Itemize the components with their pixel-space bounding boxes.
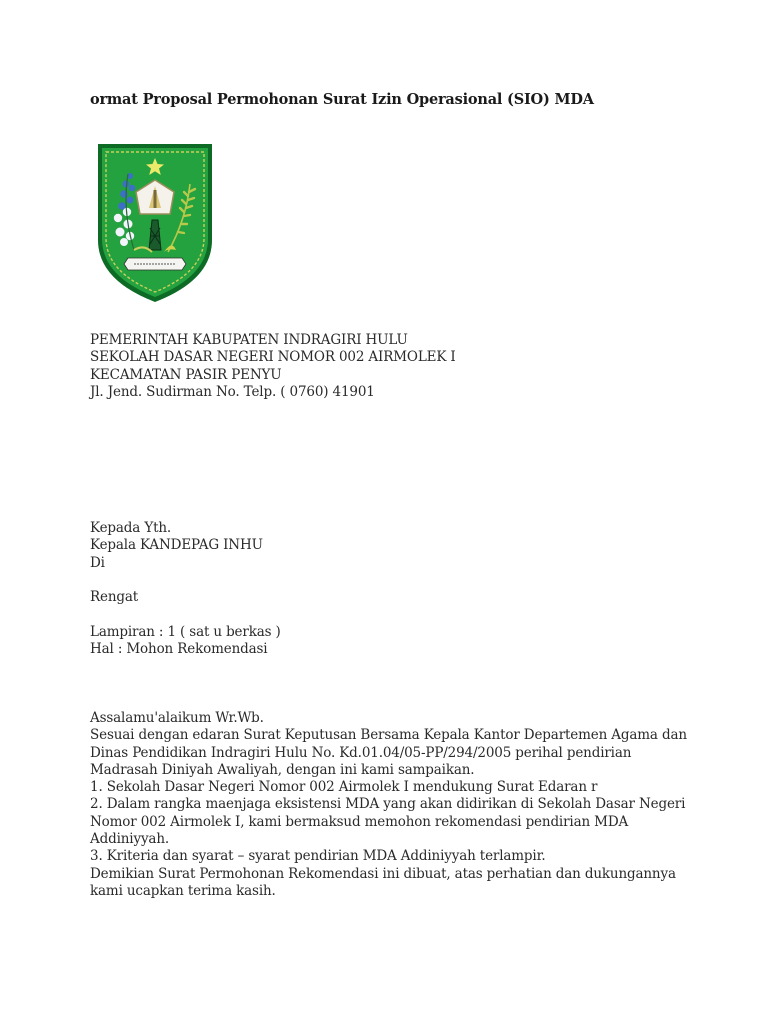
regency-emblem-logo	[94, 140, 216, 305]
attachment-line: Lampiran : 1 ( sat u berkas )	[90, 624, 281, 640]
recipient-name: Kepala KANDEPAG INHU	[90, 537, 263, 554]
body-line: Assalamu'alaikum Wr.Wb.	[90, 710, 264, 726]
subject-line: Hal : Mohon Rekomendasi	[90, 641, 268, 658]
body-line: Addiniyyah.	[90, 831, 170, 848]
body-line: 2. Dalam rangka maenjaga eksistensi MDA yang akan didirikan di Sekolah Dasar Negeri	[90, 796, 686, 813]
document-title: ormat Proposal Permohonan Surat Izin Operasional (SIO) MDA	[90, 91, 594, 108]
body-line: Demikian Surat Permohonan Rekomendasi ini dibuat, atas perhatian dan dukungannya	[90, 865, 676, 882]
shield-emblem-icon	[94, 140, 216, 305]
recipient-salutation: Kepada Yth.	[90, 520, 172, 536]
body-line: 3. Kriteria dan syarat – syarat pendirian MDA Addiniyyah terlampir.	[90, 848, 546, 865]
body-line: Sesuai dengan edaran Surat Keputusan Bersama Kepala Kantor Departemen Agama dan	[90, 727, 687, 744]
recipient-place: Rengat	[90, 589, 139, 605]
letterhead	[90, 332, 456, 401]
body-line: Dinas Pendidikan Indragiri Hulu No. Kd.01.04/05-PP/294/2005 perihal pendirian	[90, 744, 632, 761]
body-line: kami ucapkan terima kasih.	[90, 882, 276, 899]
body-line: Madrasah Diniyah Awaliyah, dengan ini kami sampaikan.	[90, 761, 475, 778]
letterhead-district: KECAMATAN PASIR PENYU	[90, 366, 282, 383]
letter-meta	[90, 624, 281, 659]
recipient-di: Di	[90, 554, 105, 571]
letter-body	[90, 710, 687, 900]
recipient-block	[90, 520, 263, 572]
letterhead-government: PEMERINTAH KABUPATEN INDRAGIRI HULU	[90, 332, 408, 348]
letterhead-school: SEKOLAH DASAR NEGERI NOMOR 002 AIRMOLEK I	[90, 349, 456, 366]
letterhead-address: Jl. Jend. Sudirman No. Telp. ( 0760) 41901	[90, 383, 375, 400]
body-line: 1. Sekolah Dasar Negeri Nomor 002 Airmolek I mendukung Surat Edaran r	[90, 779, 598, 796]
body-line: Nomor 002 Airmolek I, kami bermaksud memohon rekomendasi pendirian MDA	[90, 813, 629, 830]
